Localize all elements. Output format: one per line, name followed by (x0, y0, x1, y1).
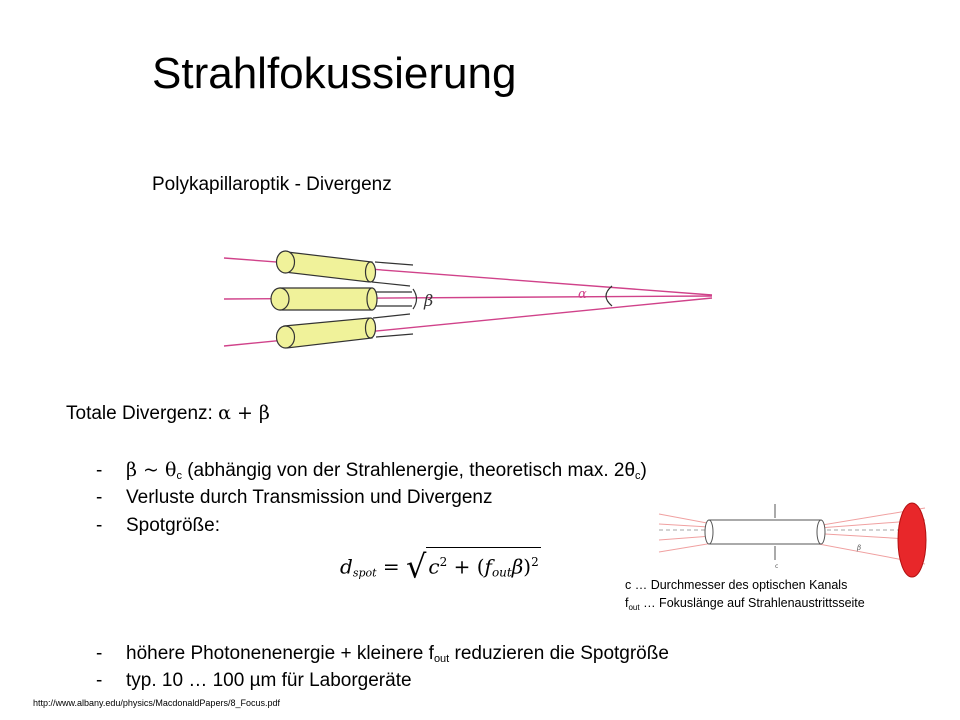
capillary-top (277, 251, 414, 286)
total-divergence-expr: α + β (218, 402, 270, 424)
note-fout: $f_{out}$ … Fokuslänge auf Strahlenaustrittsseite (625, 596, 865, 612)
bullet-typical-range (96, 668, 412, 694)
single-capillary (705, 520, 825, 544)
sub-out: out (433, 653, 450, 665)
bullet-dash: - (96, 643, 103, 664)
bullet-photon-energy (96, 641, 669, 667)
bullet-end: ) (640, 460, 647, 481)
c-label: c (775, 563, 779, 570)
source-url[interactable]: http://www.albany.edu/physics/MacdonaldPapers/8_Focus.pdf (33, 698, 280, 708)
capillary-focus-diagram (655, 500, 930, 585)
bullet-text: typ. 10 … 100 µm für Laborgeräte (126, 670, 412, 691)
formula-sqrt (406, 547, 541, 585)
beta-small-label: β (857, 544, 862, 552)
sqrt-sign: √ (406, 547, 427, 586)
total-divergence-label: Totale Divergenz: (66, 403, 219, 424)
beta-angle-label: β (424, 291, 434, 310)
bullet-text: (abhängig von der Strahlenergie, theoretisch max. 2θ (181, 460, 636, 481)
bullet-dash: - (96, 460, 103, 481)
bullet-dash: - (96, 670, 103, 691)
bullet-dash: - (96, 515, 103, 536)
capillary-middle (271, 288, 412, 310)
formula-lhs-sub: spot (352, 566, 377, 580)
spot-size-formula (340, 547, 541, 585)
note-c: c … Durchmesser des optischen Kanals (625, 578, 848, 592)
formula-lhs: d (340, 554, 353, 579)
slide-title: Strahlfokussierung (152, 49, 517, 98)
diagram-notes (625, 576, 865, 612)
polycapillary-diagram (200, 238, 725, 363)
alpha-angle-label: α (578, 287, 587, 302)
capillary-bottom (277, 314, 414, 348)
beta-angle-arc (413, 289, 417, 309)
bullet-text: höhere Photonenenergie + kleinere f (126, 643, 434, 664)
sub-c2: c (635, 470, 641, 482)
sqrt-body: $c^2 + (f_{out}\beta)^2$ (426, 547, 540, 581)
total-divergence (66, 400, 270, 427)
bullet-dash: - (96, 487, 103, 508)
bullet-spot-size (96, 513, 220, 539)
bullet-text: Verluste durch Transmission und Divergenz (126, 487, 493, 508)
bullet-losses (96, 485, 492, 511)
formula-equals: = (376, 554, 407, 579)
bullet-text-b: reduzieren die Spotgröße (449, 643, 669, 664)
focal-spot (898, 503, 926, 577)
beta-theta-symbol: β ~ θ (126, 459, 177, 481)
slide-subtitle: Polykapillaroptik - Divergenz (152, 174, 392, 195)
bullet-text: Spotgröße: (126, 515, 220, 536)
bullet-beta-theta (96, 457, 647, 484)
sub-c: c (176, 470, 182, 482)
